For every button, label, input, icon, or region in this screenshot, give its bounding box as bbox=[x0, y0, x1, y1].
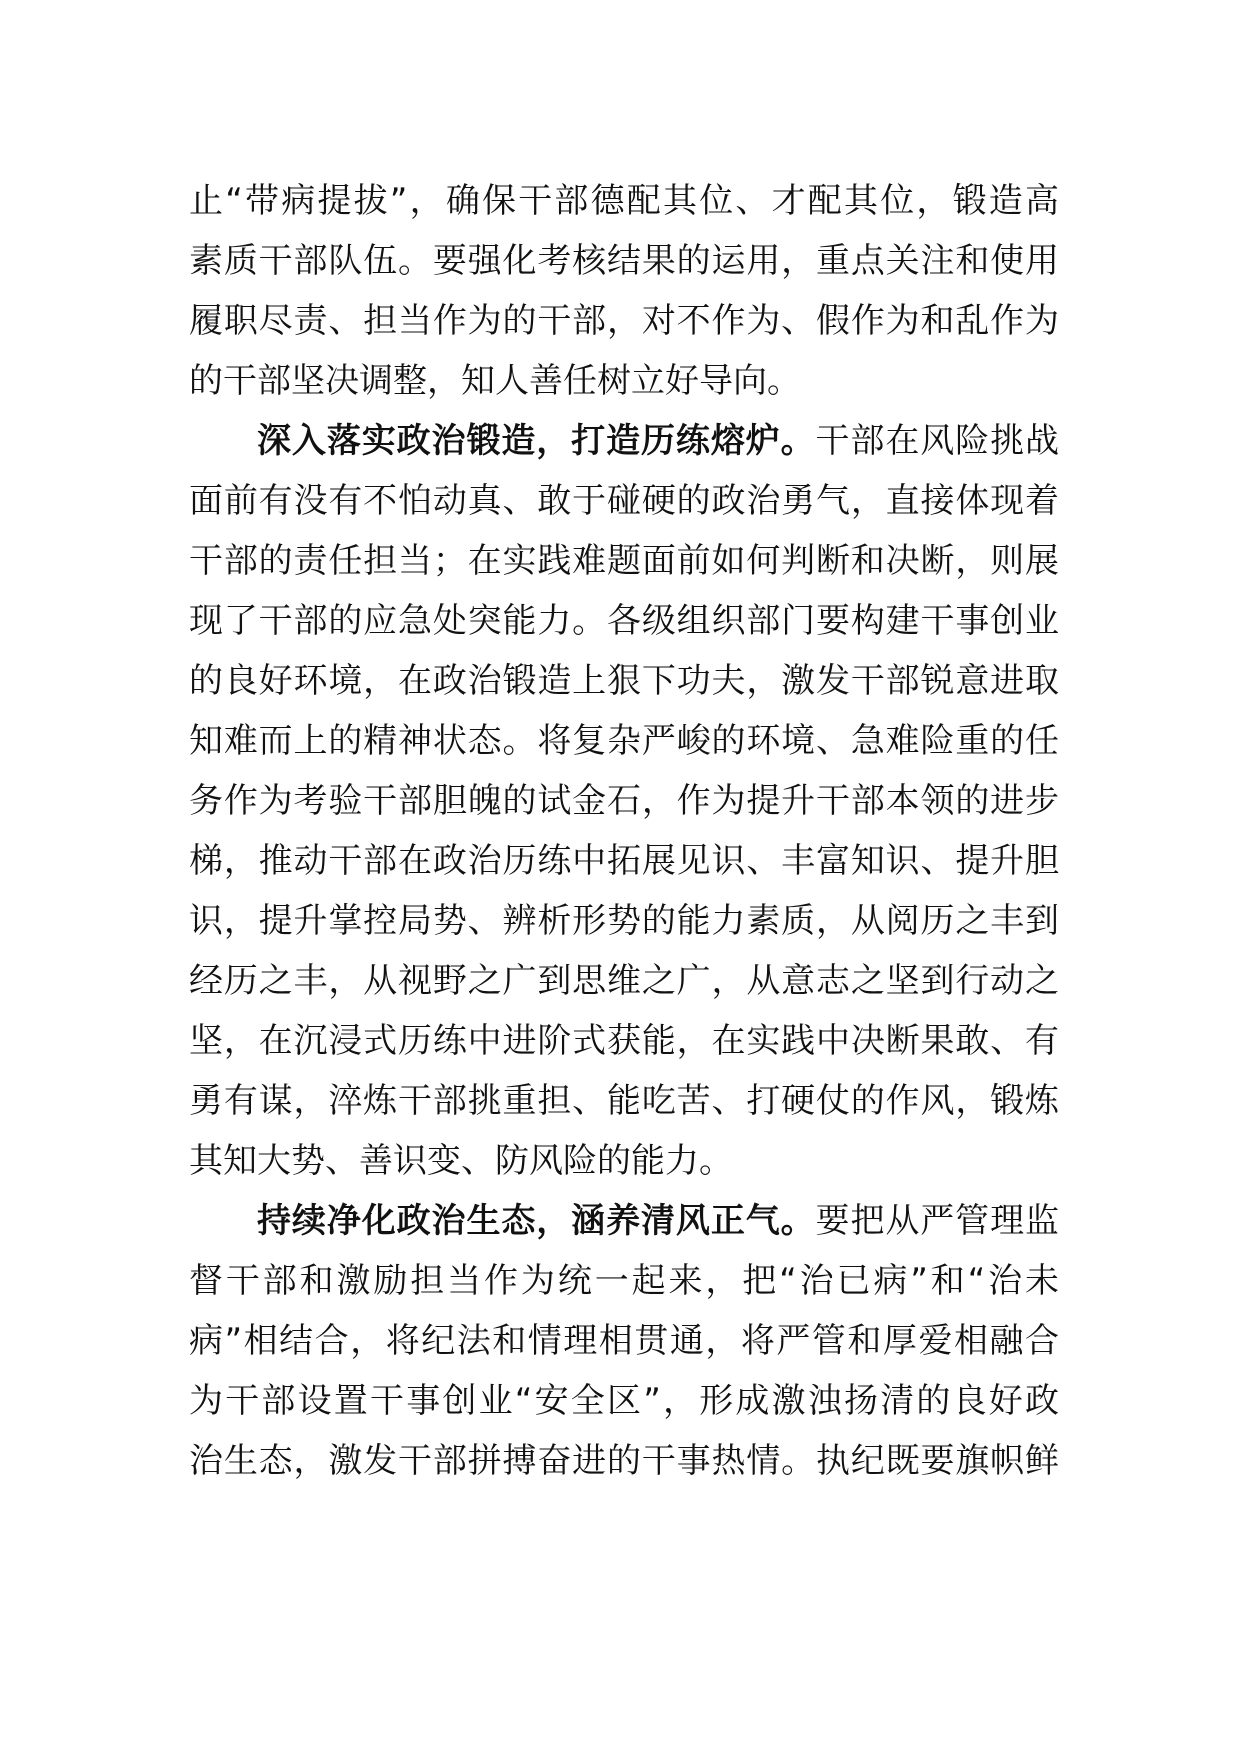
text-line bbox=[189, 708, 1059, 774]
text-line bbox=[189, 1008, 1059, 1074]
line-text: 要把从严管理监 bbox=[815, 1201, 1060, 1241]
line-text: 坚，在沉浸式历练中进阶式获能，在实践中决断果敢、有 bbox=[189, 1021, 1059, 1061]
line-text: 梯，推动干部在政治历练中拓展见识、丰富知识、提升胆 bbox=[189, 841, 1059, 881]
text-line bbox=[189, 768, 1059, 834]
paragraph-heading-line bbox=[257, 1188, 1059, 1254]
text-line bbox=[189, 1308, 1059, 1374]
paragraph-lead: 深入落实政治锻造，打造历练熔炉。 bbox=[257, 421, 816, 461]
text-line bbox=[189, 468, 1059, 534]
line-text: 止“带病提拔”，确保干部德配其位、才配其位，锻造高 bbox=[189, 181, 1059, 221]
text-line bbox=[189, 1248, 1059, 1314]
text-line bbox=[189, 228, 1059, 294]
line-text: 履职尽责、担当作为的干部，对不作为、假作为和乱作为 bbox=[189, 301, 1059, 341]
text-line bbox=[189, 1428, 1059, 1494]
paragraph-heading-line bbox=[257, 408, 1059, 474]
text-line bbox=[189, 1128, 1059, 1194]
line-text: 的良好环境，在政治锻造上狠下功夫，激发干部锐意进取 bbox=[189, 661, 1059, 701]
line-text: 现了干部的应急处突能力。各级组织部门要构建干事创业 bbox=[189, 601, 1059, 641]
text-line bbox=[189, 948, 1059, 1014]
line-text: 识，提升掌控局势、辨析形势的能力素质，从阅历之丰到 bbox=[189, 901, 1059, 941]
text-line bbox=[189, 348, 1059, 414]
line-text: 的干部坚决调整，知人善任树立好导向。 bbox=[189, 361, 801, 401]
line-text: 督干部和激励担当作为统一起来，把“治已病”和“治未 bbox=[189, 1261, 1059, 1301]
text-line bbox=[189, 828, 1059, 894]
text-line bbox=[189, 588, 1059, 654]
text-line bbox=[189, 528, 1059, 594]
text-line bbox=[189, 648, 1059, 714]
text-line bbox=[189, 1368, 1059, 1434]
line-text: 病”相结合，将纪法和情理相贯通，将严管和厚爱相融合 bbox=[189, 1321, 1059, 1361]
text-line bbox=[189, 288, 1059, 354]
line-text: 勇有谋，淬炼干部挑重担、能吃苦、打硬仗的作风，锻炼 bbox=[189, 1081, 1059, 1121]
line-text: 素质干部队伍。要强化考核结果的运用，重点关注和使用 bbox=[189, 241, 1059, 281]
line-text: 知难而上的精神状态。将复杂严峻的环境、急难险重的任 bbox=[189, 721, 1059, 761]
line-text: 务作为考验干部胆魄的试金石，作为提升干部本领的进步 bbox=[189, 781, 1059, 821]
line-text: 干部的责任担当；在实践难题面前如何判断和决断，则展 bbox=[189, 541, 1059, 581]
line-text: 为干部设置干事创业“安全区”，形成激浊扬清的良好政 bbox=[189, 1381, 1059, 1421]
line-text: 经历之丰，从视野之广到思维之广，从意志之坚到行动之 bbox=[189, 961, 1059, 1001]
paragraph-lead: 持续净化政治生态，涵养清风正气。 bbox=[257, 1201, 816, 1241]
line-text: 治生态，激发干部拼搏奋进的干事热情。执纪既要旗帜鲜 bbox=[189, 1441, 1059, 1481]
line-text: 干部在风险挑战 bbox=[815, 421, 1060, 461]
text-line bbox=[189, 1068, 1059, 1134]
line-text: 其知大势、善识变、防风险的能力。 bbox=[189, 1141, 733, 1181]
text-line bbox=[189, 168, 1059, 234]
line-text: 面前有没有不怕动真、敢于碰硬的政治勇气，直接体现着 bbox=[189, 481, 1059, 521]
text-line bbox=[189, 888, 1059, 954]
